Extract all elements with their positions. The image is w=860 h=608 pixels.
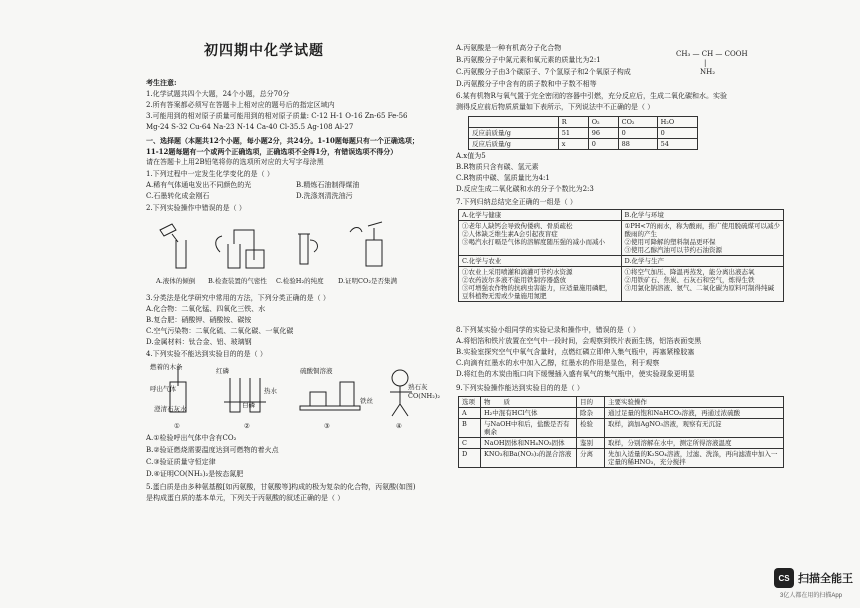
option-d: D.反应生成二氧化碳和水的分子个数比为2:3 (456, 185, 594, 193)
table-header: CO₂ (618, 117, 657, 128)
label-exhaled-gas: 呼出气体 (150, 385, 176, 393)
table-row: C.化学与农业 D.化学与生产 (459, 256, 784, 267)
figure-number-3: ③ (324, 422, 330, 430)
table-row: A.化学与健康 B.化学与环境 (459, 210, 784, 221)
section-heading-cont: 11-12题每题有一个或两个正确选项，正确选项不全得1分，有错误选项不得分） (146, 147, 398, 156)
option-d: D.将红色的木炭由瓶口向下缓慢插入盛有氧气的集气瓶中，使实验现象更明显 (456, 370, 695, 378)
notice-line: Mg-24 S-32 Cu-64 Na-23 N-14 Ca-40 Cl-35.5 Ag-108 Al-27 (146, 123, 354, 131)
table-header-row: 选项 物 质 目的 主要实验操作 (459, 397, 784, 408)
option-b: B.②验证燃烧需要温度达到可燃物的着火点 (146, 446, 279, 454)
watermark-name: 扫描全能王 (798, 573, 853, 585)
label-iron-wire: 铁丝 (360, 397, 373, 405)
option-c: C.R物质中碳、氢质量比为4:1 (456, 174, 550, 182)
right-column (456, 0, 786, 608)
option-a: A.①检验呼出气体中含有CO₂ (146, 434, 237, 442)
exam-title: 初四期中化学试题 (204, 43, 324, 59)
alanine-structure: CH₃ — CH — COOH | NH₂ (676, 50, 748, 76)
option-b: B.实验室探究空气中氧气含量时，点燃红磷立即伸入集气瓶中，再塞紧橡胶塞 (456, 348, 695, 356)
table-header: R (558, 117, 588, 128)
question-7: 7.下列归纳总结完全正确的一组是（ ） (456, 198, 577, 206)
label-red-phosphorus: 红磷 (216, 367, 229, 375)
caption-b: B.检查装置的气密性 (208, 277, 267, 285)
notice-heading: 考生注意: (146, 78, 177, 87)
option-a: A.将铝箔和铁片放置在空气中一段时间，会观察到铁片表面生锈，铝箔表面变黑 (456, 337, 702, 345)
option-c: C.石墨转化成金刚石 (146, 192, 210, 200)
option-a: A.化合物：二氧化锰、四氧化三铁、水 (146, 305, 266, 313)
table-row: A H₂中混有HCl气体 除杂 通过足量的饱和NaHCO₃溶液，再通过浓硫酸 (459, 408, 784, 419)
camscanner-logo: CS (774, 568, 794, 588)
question-5-cont: 是构成蛋白质的基本单元，下列关于丙氨酸的叙述正确的是（ ） (146, 494, 345, 502)
question-8: 8.下列某实验小组同学的实验记录和操作中，错误的是（ ） (456, 326, 640, 334)
label-burning-stick: 燃着的木条 (150, 363, 183, 371)
label-white-phosphorus: 白磷 (242, 401, 255, 409)
lab-operations-illustration (150, 220, 440, 275)
caption-c: C.检验H₂的纯度 (276, 277, 324, 285)
label-slaked-lime: 熟石灰 (408, 383, 428, 391)
figure-number-4: ④ (396, 422, 402, 430)
q6-table (468, 116, 698, 150)
option-c: C.③验证质量守恒定律 (146, 458, 216, 466)
option-b: B.复合肥：硝酸钾、硝酸铵、碳铵 (146, 316, 252, 324)
question-6-cont: 测得反应前后物质质量如下表所示，下列说法中不正确的是（ ） (456, 103, 655, 111)
option-b: B.精炼石油制得煤油 (296, 181, 360, 189)
table-row: 反应前质量/g 51 96 0 0 (469, 128, 698, 139)
label-copper-sulfate: 硫酸铜溶液 (300, 367, 333, 375)
option-c: C.丙氨酸分子由3个碳原子、7个氢原子和2个氧原子构成 (456, 68, 631, 76)
label-limewater: 澄清石灰水 (154, 405, 187, 413)
table-header: O₂ (588, 117, 618, 128)
option-a: A.丙氨酸是一种有机高分子化合物 (456, 44, 562, 52)
question-5: 5.蛋白质是由多种氨基酸[如丙氨酸，甘氨酸等]构成的极为复杂的化合物，丙氨酸(如图) (146, 483, 416, 491)
label-hot-water: 热水 (264, 387, 277, 395)
table-row: D KNO₃和Ba(NO₃)₂的混合溶液 分离 先加入适量的K₂SO₄溶液，过滤、洗涤，再向滤渣中加入一定量的稀HNO₃，充分搅拌 (459, 449, 784, 468)
option-d: D.金属材料：钛合金、铝、玻璃钢 (146, 338, 252, 346)
figure-number-2: ② (244, 422, 250, 430)
table-row: 反应后质量/g x 0 88 54 (469, 139, 698, 150)
notice-line: 3.可能用到的相对原子质量可能用到的相对原子质量: C-12 H-1 O-16 Zn-65 Fe-56 (146, 112, 408, 120)
question-6: 6.某有机物R与氧气置于完全密闭的容器中引燃，充分反应后，生成二氧化碳和水。实验 (456, 92, 727, 100)
table-row: C NaOH固体和NH₄NO₃固体 鉴别 取样，分别溶解在水中，测定所得溶液温度 (459, 438, 784, 449)
option-b: B.丙氨酸分子中氮元素和氧元素的质量比为2:1 (456, 56, 601, 64)
table-row: ①老年人缺钙会导致佝偻病、骨质疏松 ②人体缺乏维生素A会引起夜盲症 ③喝汽水打嗝是气体的溶解度随压强的减小而减小 ①PH<7的雨水，称为酸雨，推广使用脱硫煤可以减少酸雨的产生 ②使用可降解的塑料制品更环保 ③使用乙醇汽油可以节约石油资源 (459, 221, 784, 256)
section-instruction: 请在答题卡上用2B铅笔将你的选项所对应的大写字母涂黑 (146, 158, 324, 166)
question-3: 3.分类法是化学研究中常用的方法，下列分类正确的是（ ） (146, 294, 330, 302)
question-1: 1.下列过程中一定发生化学变化的是（ ） (146, 170, 274, 178)
figure-number-1: ① (174, 422, 180, 430)
section-heading: 一、选择题（本题共12个小题，每小题2分，共24分。1-10题每题只有一个正确选项； (146, 136, 419, 145)
left-column (146, 0, 446, 608)
question-4: 4.下列实验不能达到实验目的的是（ ） (146, 350, 267, 358)
label-urea: CO(NH₂)₂ (408, 392, 440, 400)
notice-line: 2.所有答案都必须写在答题卡上相对应的题号后的指定区域内 (146, 101, 335, 109)
q9-table (458, 396, 784, 468)
option-d: D.④证明CO(NH₂)₂是铵态氮肥 (146, 470, 244, 478)
option-a: A.稀有气体通电发出不同颜色的光 (146, 181, 252, 189)
option-b: B.R物质只含有碳、氢元素 (456, 163, 539, 171)
option-d: D.洗涤剂清洗油污 (296, 192, 353, 200)
table-row: ①农业上采用喷灌和滴灌可节约水资源 ②农药波尔多液不能用铁制容器盛放 ③可增强农作物的抗病虫害能力，应适量施用磷肥，豆科植物无需或少量施用氮肥 ①将空气加压、降温再蒸发，能分离出液态氧 ②用铁矿石、焦炭、石灰石和空气，炼得生铁 ③用氯化钠溶液、氨气、二氧化碳为原料可制得纯碱 (459, 267, 784, 302)
table-header (469, 117, 559, 128)
question-2: 2.下列实验操作中错误的是（ ） (146, 204, 246, 212)
q7-table (458, 209, 784, 302)
notice-line: 1.化学试题共四个大题，24个小题，总分70分 (146, 90, 290, 98)
option-d: D.丙氨酸分子中含有的质子数和中子数不相等 (456, 80, 597, 88)
experiment-illustration (150, 362, 440, 420)
table-header: H₂O (657, 117, 697, 128)
option-c: C.空气污染物：二氧化硫、二氧化碳、一氧化碳 (146, 327, 294, 335)
caption-d: D.证明CO₂是否集满 (338, 277, 397, 285)
watermark-subtitle: 3亿人都在用的扫描App (780, 593, 843, 599)
question-9: 9.下列实验操作能达到实验目的的是（ ） (456, 384, 584, 392)
caption-a: A.液体的倾倒 (156, 277, 196, 285)
option-c: C.向滴有红墨水的水中加入乙醇，红墨水的作用是显色，利于观察 (456, 359, 660, 367)
table-row: B 与NaOH中和后，盐酸是否有剩余 检验 取样，滴加AgNO₃溶液，观察有无沉淀 (459, 419, 784, 438)
option-a: A.x值为5 (456, 152, 486, 160)
